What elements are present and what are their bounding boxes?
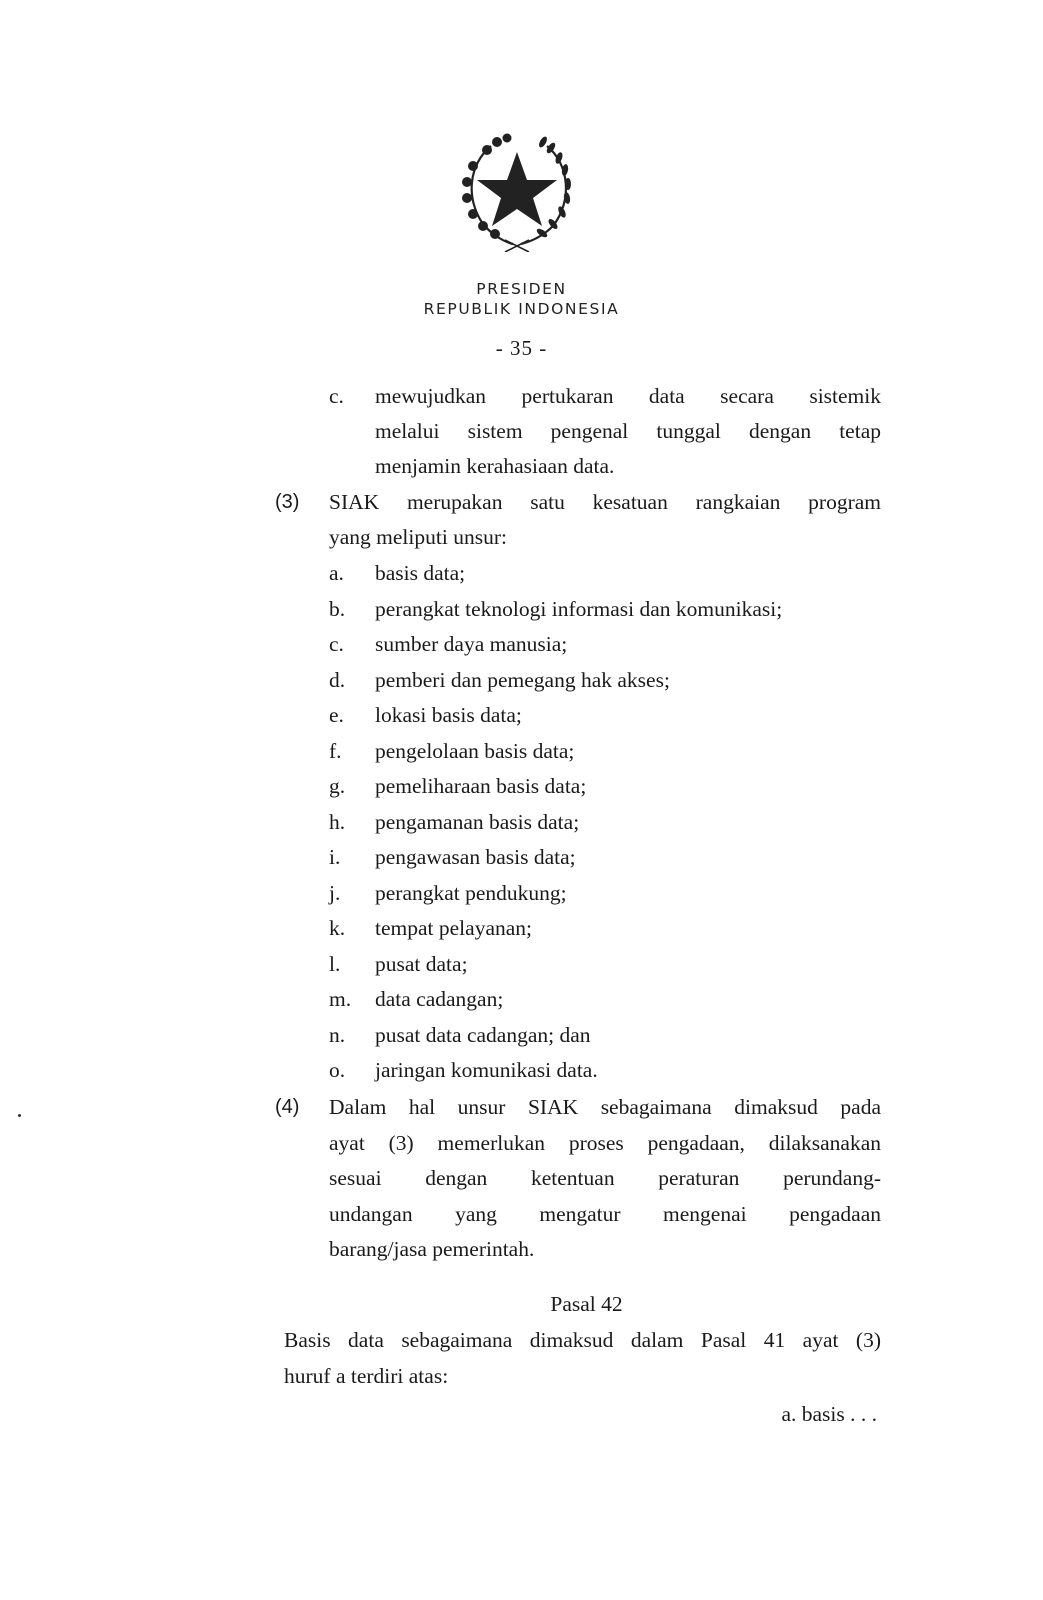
presidential-emblem-icon — [447, 128, 587, 252]
list-item: lokasi basis data; — [375, 703, 522, 727]
paragraph-line: barang/jasa pemerintah. — [329, 1237, 535, 1261]
list-item: pusat data; — [375, 952, 468, 976]
list-label: f. — [329, 739, 342, 763]
list-label: e. — [329, 703, 344, 727]
section-title: Pasal 42 — [550, 1292, 623, 1316]
list-item: jaringan komunikasi data. — [375, 1058, 598, 1082]
margin-mark — [18, 1114, 21, 1117]
list-item: pengamanan basis data; — [375, 810, 580, 834]
list-label: h. — [329, 810, 346, 834]
list-item: pusat data cadangan; dan — [375, 1023, 591, 1047]
list-label: i. — [329, 845, 341, 869]
header-title: PRESIDEN — [476, 280, 567, 298]
paragraph-number: (4) — [275, 1096, 300, 1118]
list-label: c. — [329, 384, 344, 408]
list-label: a. — [329, 561, 344, 585]
paragraph-line: melalui sistem pengenal tunggal dengan tetap — [375, 419, 881, 443]
list-item: perangkat teknologi informasi dan komunikasi; — [375, 597, 783, 621]
paragraph-line: Dalam hal unsur SIAK sebagaimana dimaksud pada — [329, 1095, 881, 1119]
list-item: pengawasan basis data; — [375, 845, 576, 869]
list-label: k. — [329, 916, 346, 940]
paragraph-line: huruf a terdiri atas: — [284, 1364, 449, 1388]
list-label: b. — [329, 597, 346, 621]
paragraph-line: undangan yang mengatur mengenai pengadaan — [329, 1202, 881, 1226]
list-label: m. — [329, 987, 352, 1011]
page-number: - 35 - — [495, 336, 548, 360]
list-item: pengelolaan basis data; — [375, 739, 575, 763]
header-subtitle: REPUBLIK INDONESIA — [423, 300, 620, 318]
list-label: g. — [329, 774, 346, 798]
list-label: j. — [329, 881, 341, 905]
paragraph-line: Basis data sebagaimana dimaksud dalam Pasal 41 ayat (3) — [284, 1328, 881, 1352]
list-item: perangkat pendukung; — [375, 881, 567, 905]
paragraph-number: (3) — [275, 491, 300, 513]
list-label: n. — [329, 1023, 346, 1047]
list-item: pemeliharaan basis data; — [375, 774, 587, 798]
list-item: pemberi dan pemegang hak akses; — [375, 668, 670, 692]
paragraph-line: yang meliputi unsur: — [329, 525, 507, 549]
list-label: c. — [329, 632, 344, 656]
page-continuation: a. basis . . . — [781, 1402, 877, 1426]
paragraph-line: SIAK merupakan satu kesatuan rangkaian program — [329, 490, 881, 514]
paragraph-line: menjamin kerahasiaan data. — [375, 454, 615, 478]
list-item: sumber daya manusia; — [375, 632, 568, 656]
list-label: l. — [329, 952, 341, 976]
list-item: basis data; — [375, 561, 466, 585]
list-item: data cadangan; — [375, 987, 504, 1011]
list-label: d. — [329, 668, 346, 692]
list-item: tempat pelayanan; — [375, 916, 532, 940]
paragraph-line: sesuai dengan ketentuan peraturan perundang- — [329, 1166, 881, 1190]
paragraph-line: mewujudkan pertukaran data secara sistemik — [375, 384, 881, 408]
list-label: o. — [329, 1058, 346, 1082]
paragraph-line: ayat (3) memerlukan proses pengadaan, dilaksanakan — [329, 1131, 881, 1155]
